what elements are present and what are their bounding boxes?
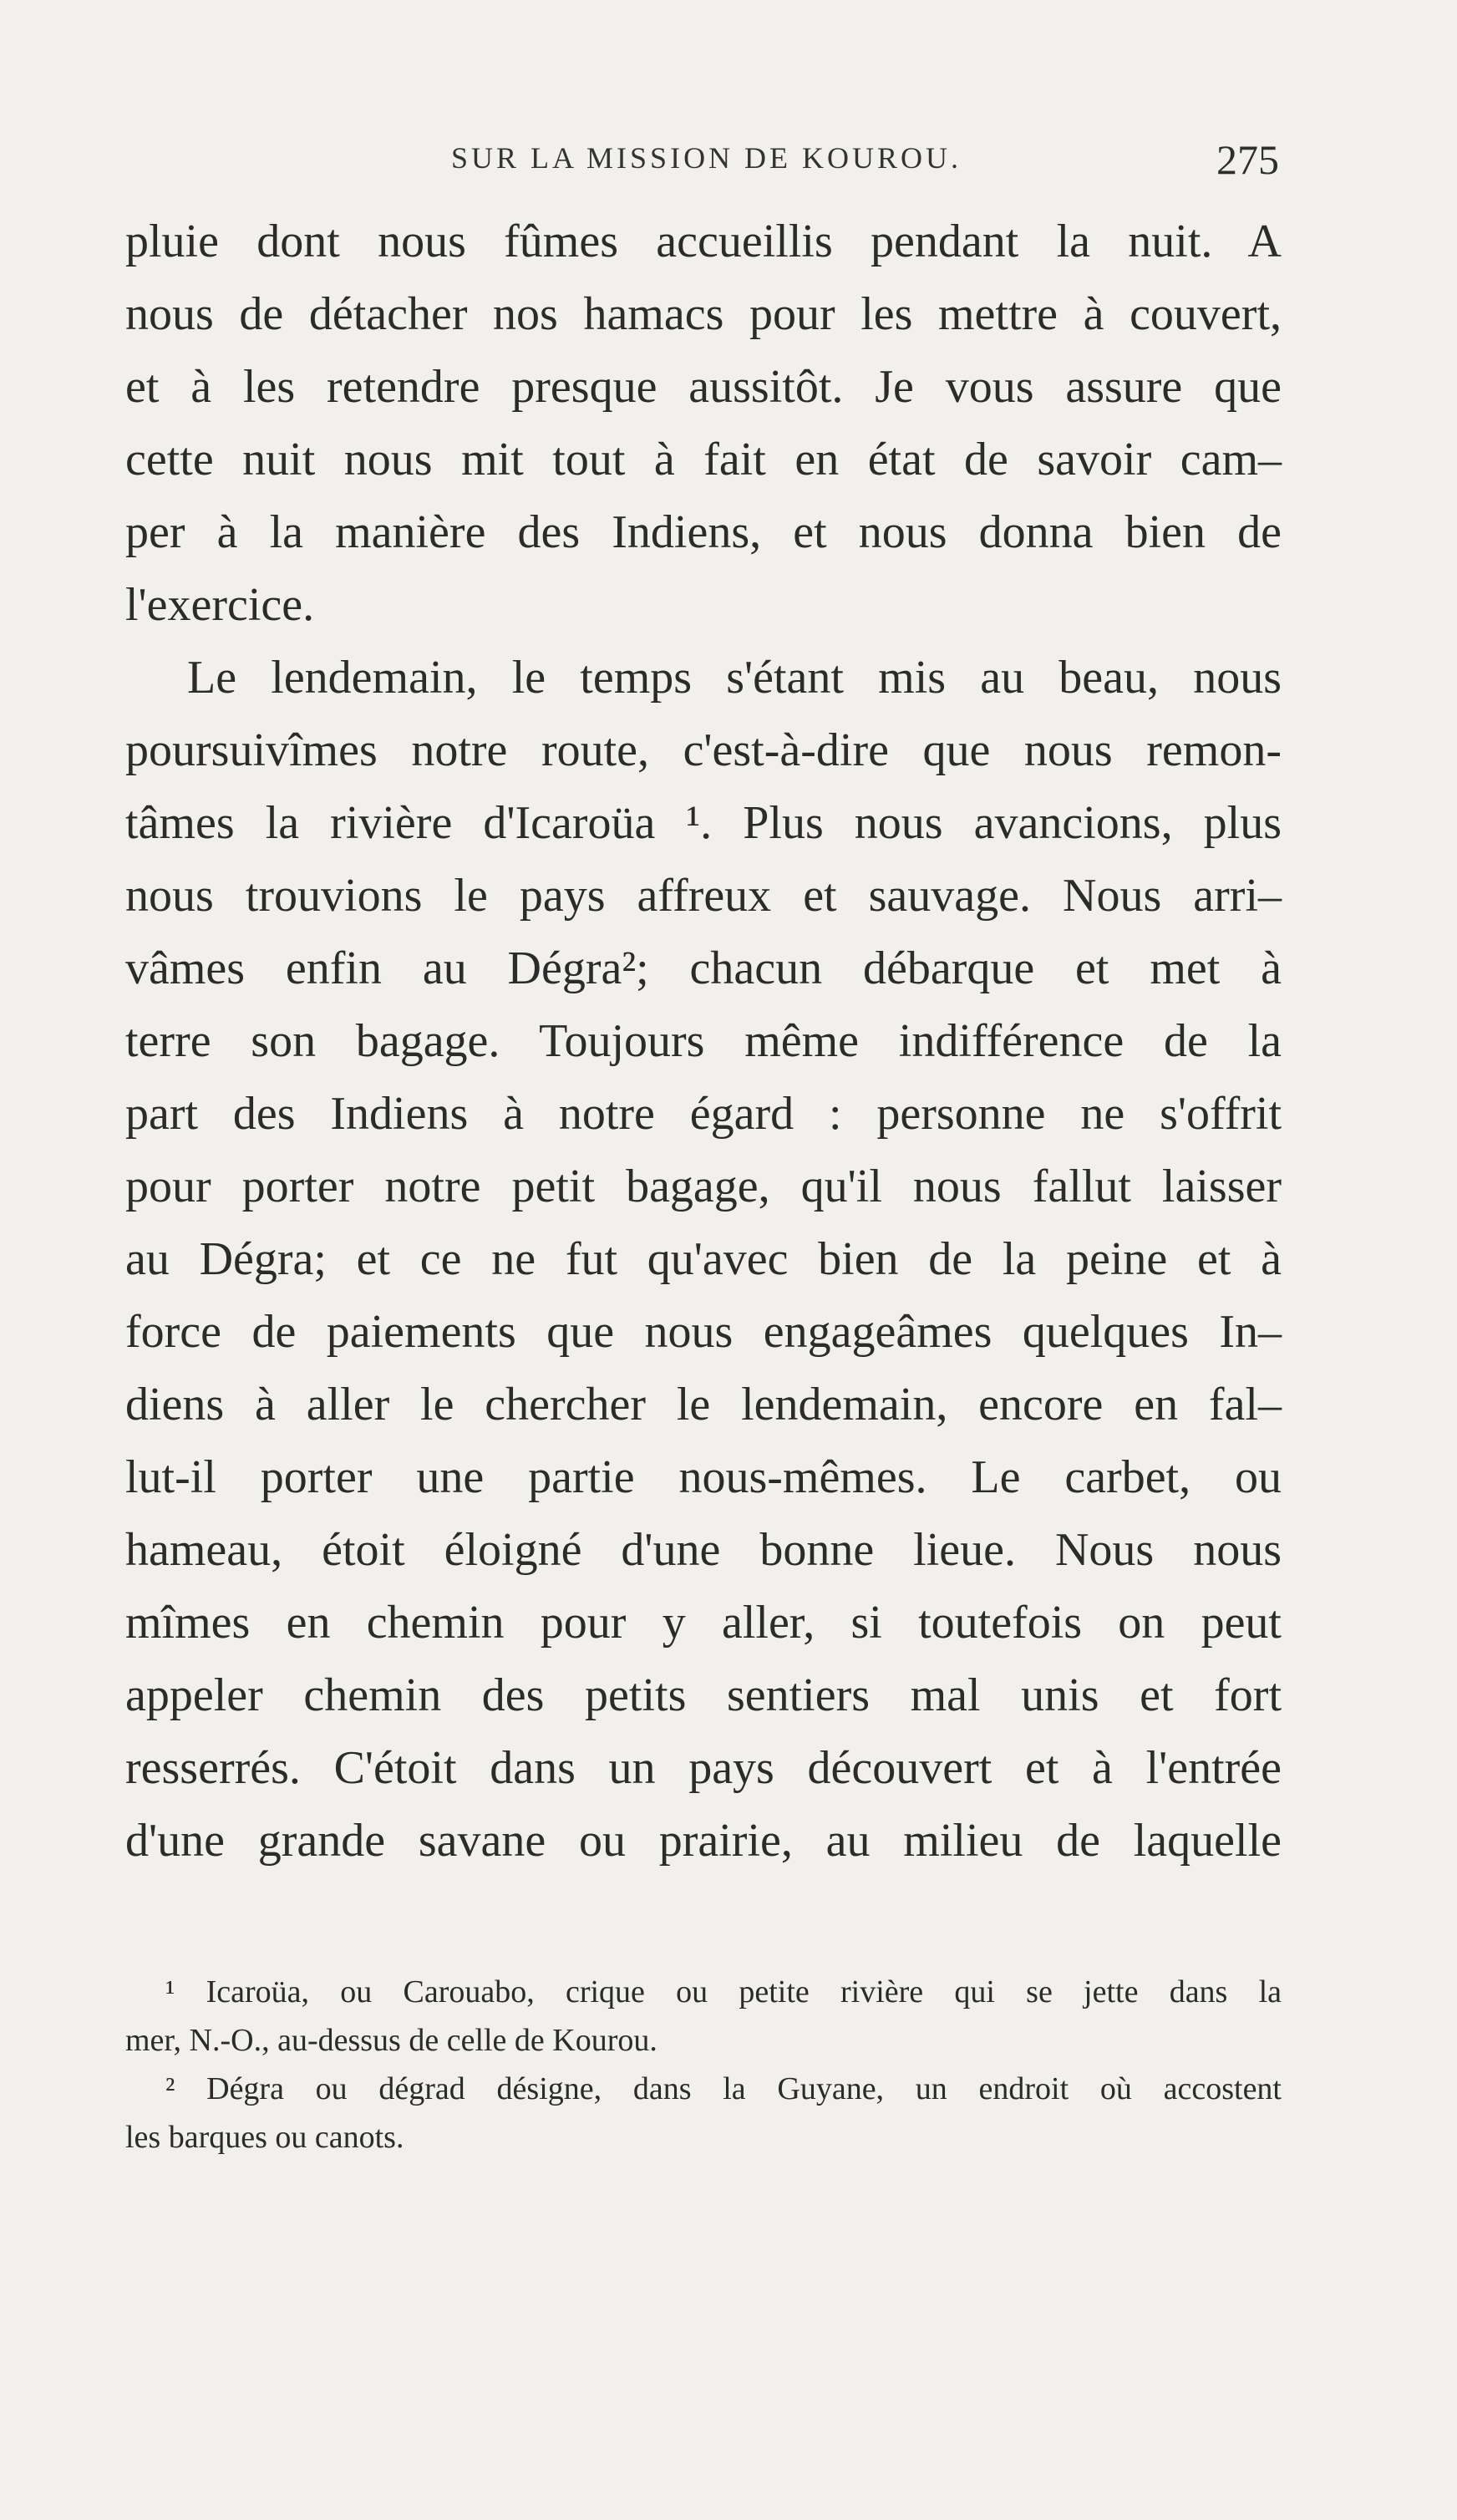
body-line: part des Indiens à notre égard : personne ne s'offrit <box>125 1088 1282 1140</box>
running-head: SUR LA MISSION DE KOUROU. <box>451 141 962 175</box>
body-line: poursuivîmes notre route, c'est-à-dire que nous remon- <box>125 724 1282 776</box>
body-line: nous trouvions le pays affreux et sauvage. Nous arri– <box>125 870 1282 922</box>
body-line: au Dégra; et ce ne fut qu'avec bien de la peine et à <box>125 1233 1282 1285</box>
footnote-line: mer, N.-O., au-dessus de celle de Kourou. <box>125 2023 657 2058</box>
footnote-line: les barques ou canots. <box>125 2120 404 2155</box>
footnote-line: ² Dégra ou dégrad désigne, dans la Guyane, un endroit où accostent <box>165 2071 1282 2106</box>
body-line: Le lendemain, le temps s'étant mis au beau, nous <box>187 652 1282 704</box>
body-line: per à la manière des Indiens, et nous donna bien de <box>125 506 1282 558</box>
page-number: 275 <box>1216 136 1279 183</box>
footnote-line: ¹ Icaroüa, ou Carouabo, crique ou petite rivière qui se jette dans la <box>165 1974 1282 2009</box>
body-line: resserrés. C'étoit dans un pays découvert et à l'entrée <box>125 1742 1282 1794</box>
body-line: tâmes la rivière d'Icaroüa ¹. Plus nous avancions, plus <box>125 797 1282 849</box>
body-line: et à les retendre presque aussitôt. Je vous assure que <box>125 361 1282 413</box>
body-line: force de paiements que nous engageâmes quelques In– <box>125 1306 1282 1358</box>
body-line: diens à aller le chercher le lendemain, encore en fal– <box>125 1379 1282 1430</box>
body-line: d'une grande savane ou prairie, au milieu de laquelle <box>125 1815 1282 1867</box>
body-line: l'exercice. <box>125 579 315 631</box>
body-line: nous de détacher nos hamacs pour les mettre à couvert, <box>125 288 1282 340</box>
body-text <box>125 206 1282 1877</box>
body-line: cette nuit nous mit tout à fait en état de savoir cam– <box>125 434 1282 485</box>
footnotes <box>125 1968 1282 2162</box>
body-line: lut-il porter une partie nous-mêmes. Le carbet, ou <box>125 1451 1282 1503</box>
body-line: pluie dont nous fûmes accueillis pendant la nuit. A <box>125 216 1282 267</box>
body-line: pour porter notre petit bagage, qu'il nous fallut laisser <box>125 1161 1282 1212</box>
body-line: hameau, étoit éloigné d'une bonne lieue. Nous nous <box>125 1524 1282 1576</box>
body-line: appeler chemin des petits sentiers mal unis et fort <box>125 1669 1282 1721</box>
body-line: terre son bagage. Toujours même indifférence de la <box>125 1015 1282 1067</box>
body-line: mîmes en chemin pour y aller, si toutefois on peut <box>125 1597 1282 1649</box>
body-line: vâmes enfin au Dégra²; chacun débarque et met à <box>125 942 1282 994</box>
